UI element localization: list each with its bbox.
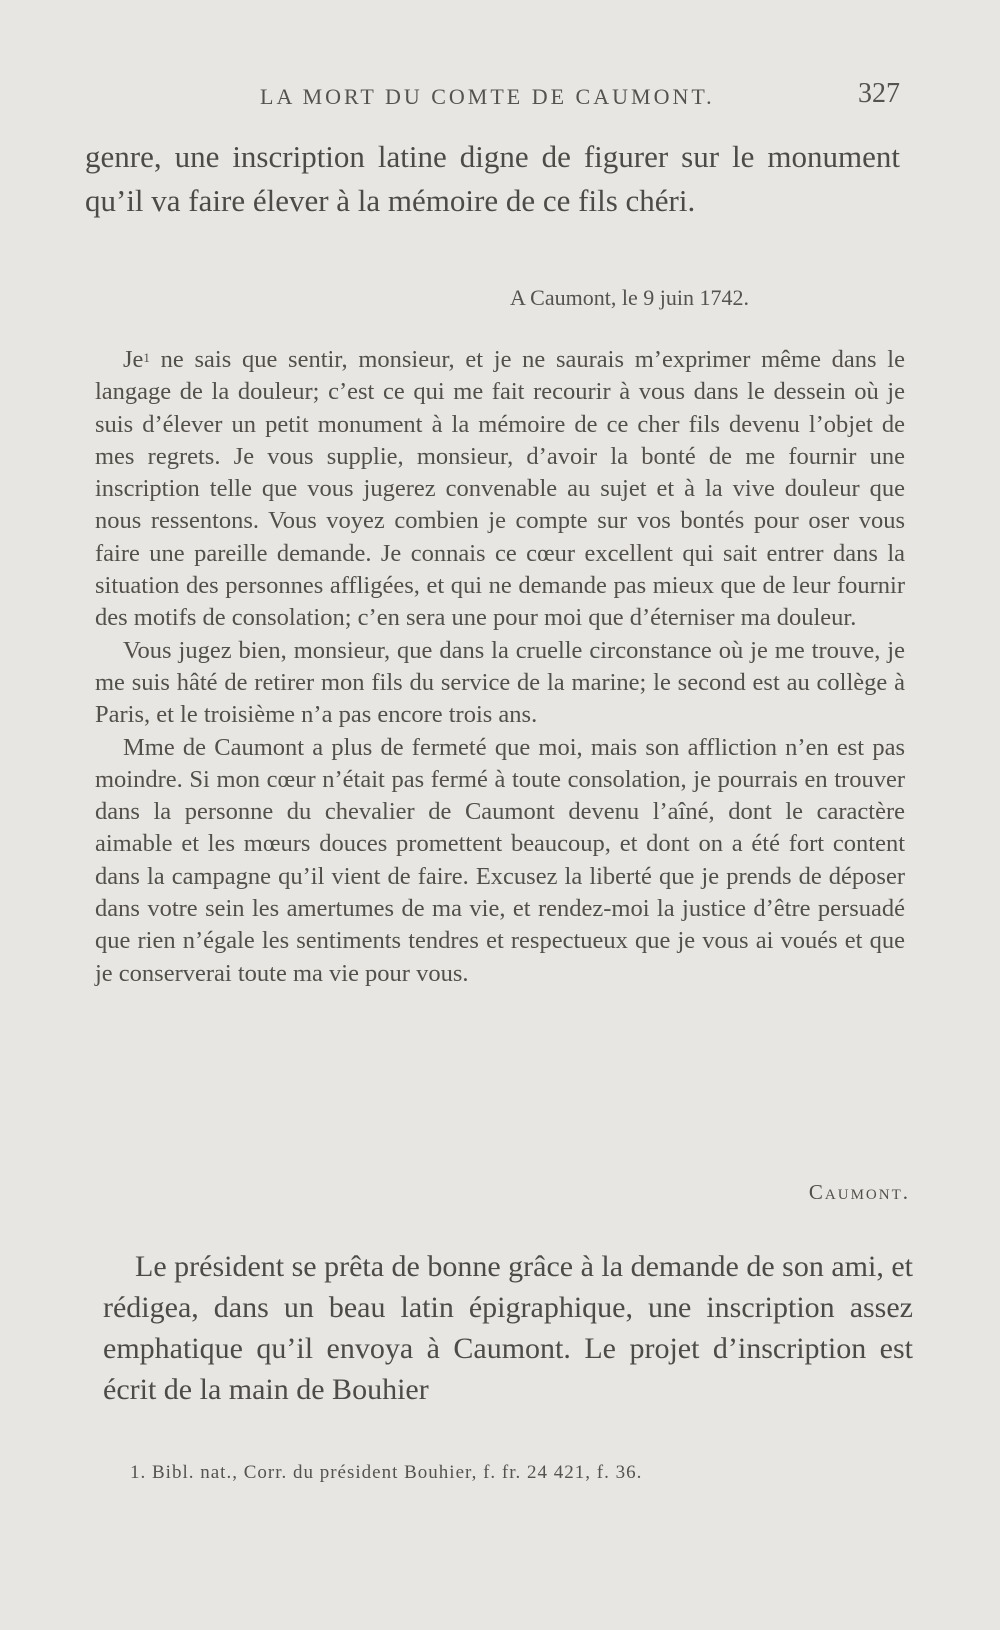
letter-paragraph-2: Vous jugez bien, monsieur, que dans la cruelle circonstance où je me trouve, je me suis hâté de retirer mon fils du service de la marine; le second est au collège à Paris, et le troisième n’a pas encore trois ans. [95,636,905,729]
letter-first-word: Je [123,346,144,373]
page-number: 327 [858,78,900,109]
page-header [260,78,900,120]
letter-paragraph-1-text: ne sais que sentir, monsieur, et je ne saurais m’exprimer même dans le langage de la douleur; c’est ce qui me fait recourir à vous dans le dessein où je suis d’élever un petit monument à la mémoire de ce cher fils devenu l’objet de mes regrets. Je vous supplie, monsieur, d’avoir la bonté de me fournir une inscription telle que vous jugerez convenable au sujet et à la vive douleur que nous ressentons. Vous voyez combien je compte sur vos bontés pour oser vous faire une pareille demande. Je connais ce cœur excellent qui sait entrer dans la situation des personnes affligées, et qui ne demande pas mieux que de leur fournir des motifs de consolation; c’en sera une pour moi que d’éterniser ma douleur. [95,346,905,632]
letter-body [95,342,905,990]
continuation-paragraph [85,135,900,223]
letter-dateline: A Caumont, le 9 juin 1742. [510,285,749,310]
letter-paragraph-3: Mme de Caumont a plus de fermeté que moi, mais son affliction n’en est pas moindre. Si mon cœur n’était pas fermé à toute consolation, je pourrais en trouver dans la personne du chevalier de Caumont devenu l’aîné, dont le caractère aimable et les mœurs douces promettent beaucoup, et dont on a été fort content dans la campagne qu’il vient de faire. Excusez la liberté que je prends de déposer dans votre sein les amertumes de ma vie, et rendez-moi la justice d’être persuadé que rien n’égale les sentiments tendres et respectueux que je vous ai voués et que je conserverai toute ma vie pour vous. [95,733,905,987]
narrative-paragraph [103,1246,913,1410]
letter-signature: Caumont. [808,1180,910,1204]
running-title: LA MORT DU COMTE DE CAUMONT. [260,84,715,109]
letter-paragraph-1 [95,342,905,635]
footnote: 1. Bibl. nat., Corr. du président Bouhier, f. fr. 24 421, f. 36. [130,1462,643,1483]
continuation-text: genre, une inscription latine digne de figurer sur le monument qu’il va faire élever à la mémoire de ce fils chéri. [85,139,900,218]
footnote-marker: 1 [143,350,150,365]
narrative-text: Le président se prêta de bonne grâce à la demande de son ami, et rédigea, dans un beau latin épigraphique, une inscription assez emphatique qu’il envoya à Caumont. Le projet d’inscription est écrit de la main de Bouhier [103,1250,913,1406]
